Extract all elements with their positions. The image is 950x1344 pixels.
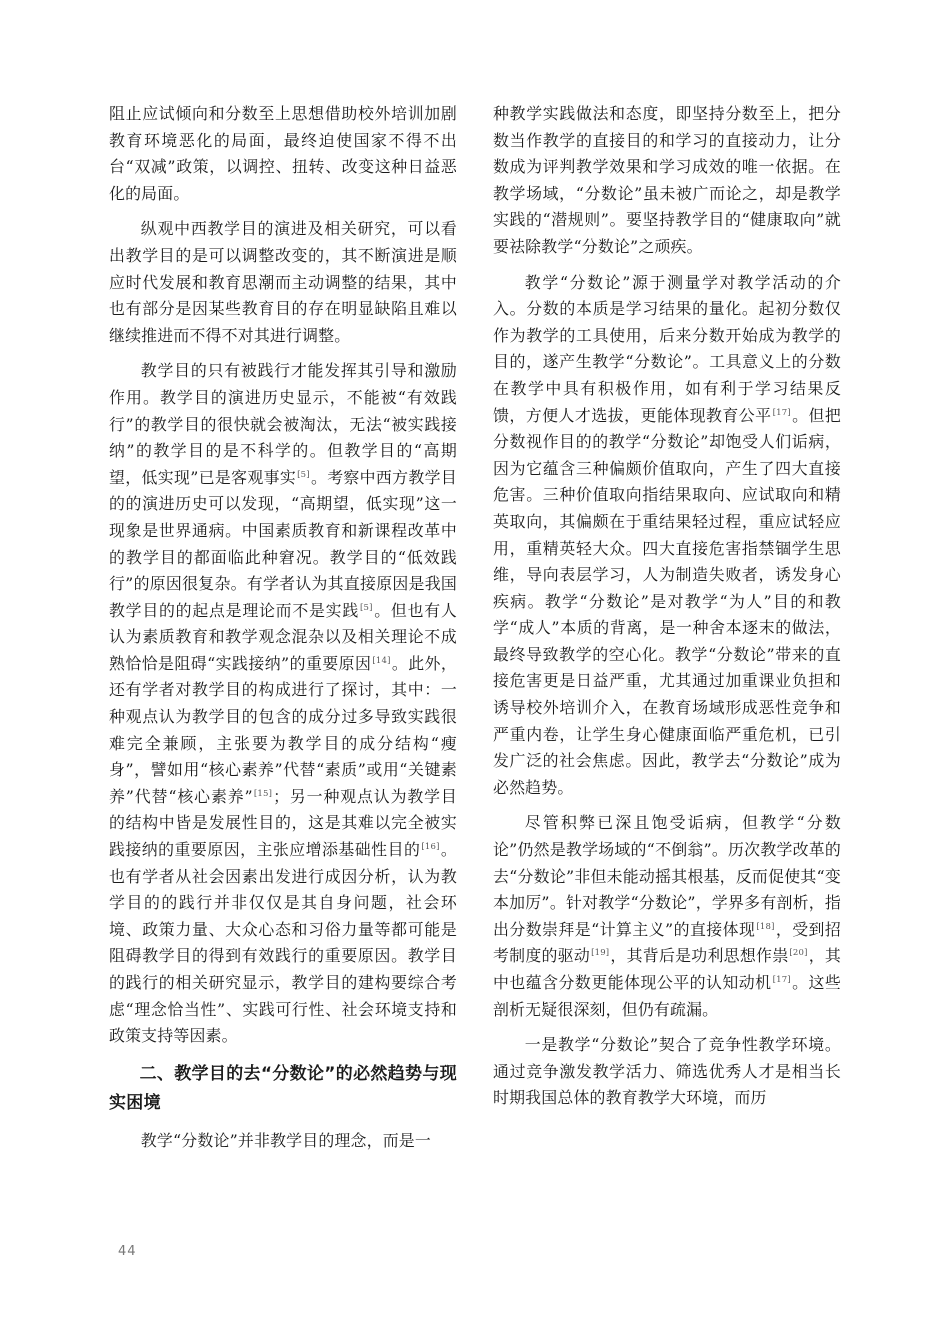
paragraph: 阻止应试倾向和分数至上思想借助校外培训加剧教育环境恶化的局面，最终迫使国家不得不出台“双减”政策，以调控、扭转、改变这种日益恶化的局面。 bbox=[109, 104, 457, 203]
text-run: ，其中也蕴含分数更能体现公平的认知动机 bbox=[493, 946, 841, 992]
section-heading: 二、教学目的去“分数论”的必然趋势与现实困境 bbox=[109, 1063, 457, 1113]
text-run: 教学“分数论”源于测量学对教学活动的介入。分数的本质是学习结果的量化。起初分数仅作为教学的工具使用，后来分数开始成为教学的目的，遂产生教学“分数论”。工具意义上的分数在教学中具有积极作用，如有利于学习结果反馈，方便人才选拔，更能体现教育公平 bbox=[493, 272, 841, 425]
citation-ref: [17] bbox=[772, 407, 791, 418]
text-run: 。考察中西方教学目的的演进历史可以发现，“高期望，低实现”这一现象是世界通病。中国素质教育和新课程改革中的教学目的都面临此种窘况。教学目的“低效践行”的原因很复杂。有学者认为其直接原因是我国教学目的的起点是理论而不是实践 bbox=[109, 467, 457, 620]
citation-ref: [18] bbox=[756, 921, 775, 932]
left-column bbox=[109, 101, 457, 1154]
citation-ref: [5] bbox=[360, 602, 373, 613]
paragraph: 教学“分数论”并非教学目的理念，而是一 bbox=[140, 1130, 431, 1150]
citation-ref: [16] bbox=[421, 842, 440, 853]
text-run: 。但把分数视作目的的教学“分数论”却饱受人们诟病，因为它蕴含三种偏颇价值取向，产生了四大直接危害。三种价值取向指结果取向、应试取向和精英取向，其偏颇在于重结果轻过程，重应试轻应用，重精英轻大众。四大直接危害指禁锢学生思维，导向表层学习，人为制造失败者，诱发身心疾病。教学“分数论”是对教学“为人”目的和教学“成人”本质的背离，是一种舍本逐末的做法，最终导致教学的空心化。教学“分数论”带来的直接危害更是日益严重，尤其通过加重课业负担和诱导校外培训介入，在教育场域形成恶性竞争和严重内卷，让学生身心健康面临严重危机，已引发广泛的社会焦虑。因此，教学去“分数论”成为必然趋势。 bbox=[493, 405, 841, 797]
text-run: ；另一种观点认为教学目的结构中皆是发展性目的，这是其难以完全被实践接纳的重要原因，主张应增添基础性目的 bbox=[109, 786, 458, 860]
paragraph bbox=[493, 270, 841, 802]
text-run: 尽管积弊已深且饱受诟病，但教学“分数论”仍然是教学场域的“不倒翁”。历次教学改革的去“分数论”非但未能动摇其根基，反而促使其“变本加厉”。针对教学“分数论”，学界多有剖析，指出分数崇拜是“计算主义”的直接体现 bbox=[493, 813, 841, 939]
page-number: 44 bbox=[118, 1244, 137, 1259]
text-run: ，受到招考制度的驱动 bbox=[493, 919, 841, 966]
paragraph bbox=[493, 810, 841, 1023]
paragraph bbox=[109, 358, 457, 1049]
right-column bbox=[493, 101, 841, 1112]
text-run: 。此外，还有学者对教学目的构成进行了探讨，其中：一种观点认为教学目的包含的成分过多导致实践很难完全兼顾，主张要为教学目的成分结构“瘦身”，譬如用“核心素养”代替“素质”或用“关键素养”代替“核心素养” bbox=[109, 653, 457, 806]
citation-ref: [17] bbox=[772, 975, 791, 985]
text-run: 。这些剖析无疑很深刻，但仍有疏漏。 bbox=[493, 973, 841, 1019]
text-run: 教学目的只有被践行才能发挥其引导和激励作用。教学目的演进历史显示，不能被“有效践行”的教学目的很快就会被淘汰，无法“被实践接纳”的教学目的是不科学的。但教学目的“高期望，低实现”已是客观事实 bbox=[109, 361, 457, 487]
paragraph: 纵观中西教学目的演进及相关研究，可以看出教学目的是可以调整改变的，其不断演进是顺应时代发展和教育思潮而主动调整的结果，其中也有部分是因某些教育目的存在明显缺陷且难以继续推进而不得不对其进行调整。 bbox=[109, 219, 457, 345]
text-run: 。但也有人认为素质教育和教学观念混杂以及相关理论不成熟恰恰是阻碍“实践接纳”的重要原因 bbox=[109, 600, 458, 673]
paragraph: 种教学实践做法和态度，即坚持分数至上，把分数当作教学的直接目的和学习的直接动力，让分数成为评判教学效果和学习成效的唯一依据。在教学场域，“分数论”虽未被广而论之，却是教学实践的“潜规则”。要坚持教学目的“健康取向”就要祛除教学“分数论”之顽疾。 bbox=[493, 104, 841, 256]
citation-ref: [5] bbox=[297, 469, 310, 480]
citation-ref: [15] bbox=[253, 788, 273, 799]
citation-ref: [20] bbox=[789, 948, 808, 959]
citation-ref: [14] bbox=[372, 655, 391, 666]
paragraph: 一是教学“分数论”契合了竞争性教学环境。通过竞争激发教学活力、筛选优秀人才是相当长时期我国总体的教育教学大环境，而历 bbox=[493, 1035, 841, 1108]
text-run: ，其背后是功利思想作祟 bbox=[610, 946, 789, 966]
text-run: 。也有学者从社会因素出发进行成因分析，认为教学目的的践行并非仅仅是其自身问题，社会环境、政策力量、大众心态和习俗力量等都可能是阻碍教学目的得到有效践行的重要原因。教学目的践行的相关研究显示，教学目的建构要综合考虑“理念恰当性”、实践可行性、社会环境支持和政策支持等因素。 bbox=[109, 840, 457, 1046]
citation-ref: [19] bbox=[591, 948, 610, 959]
